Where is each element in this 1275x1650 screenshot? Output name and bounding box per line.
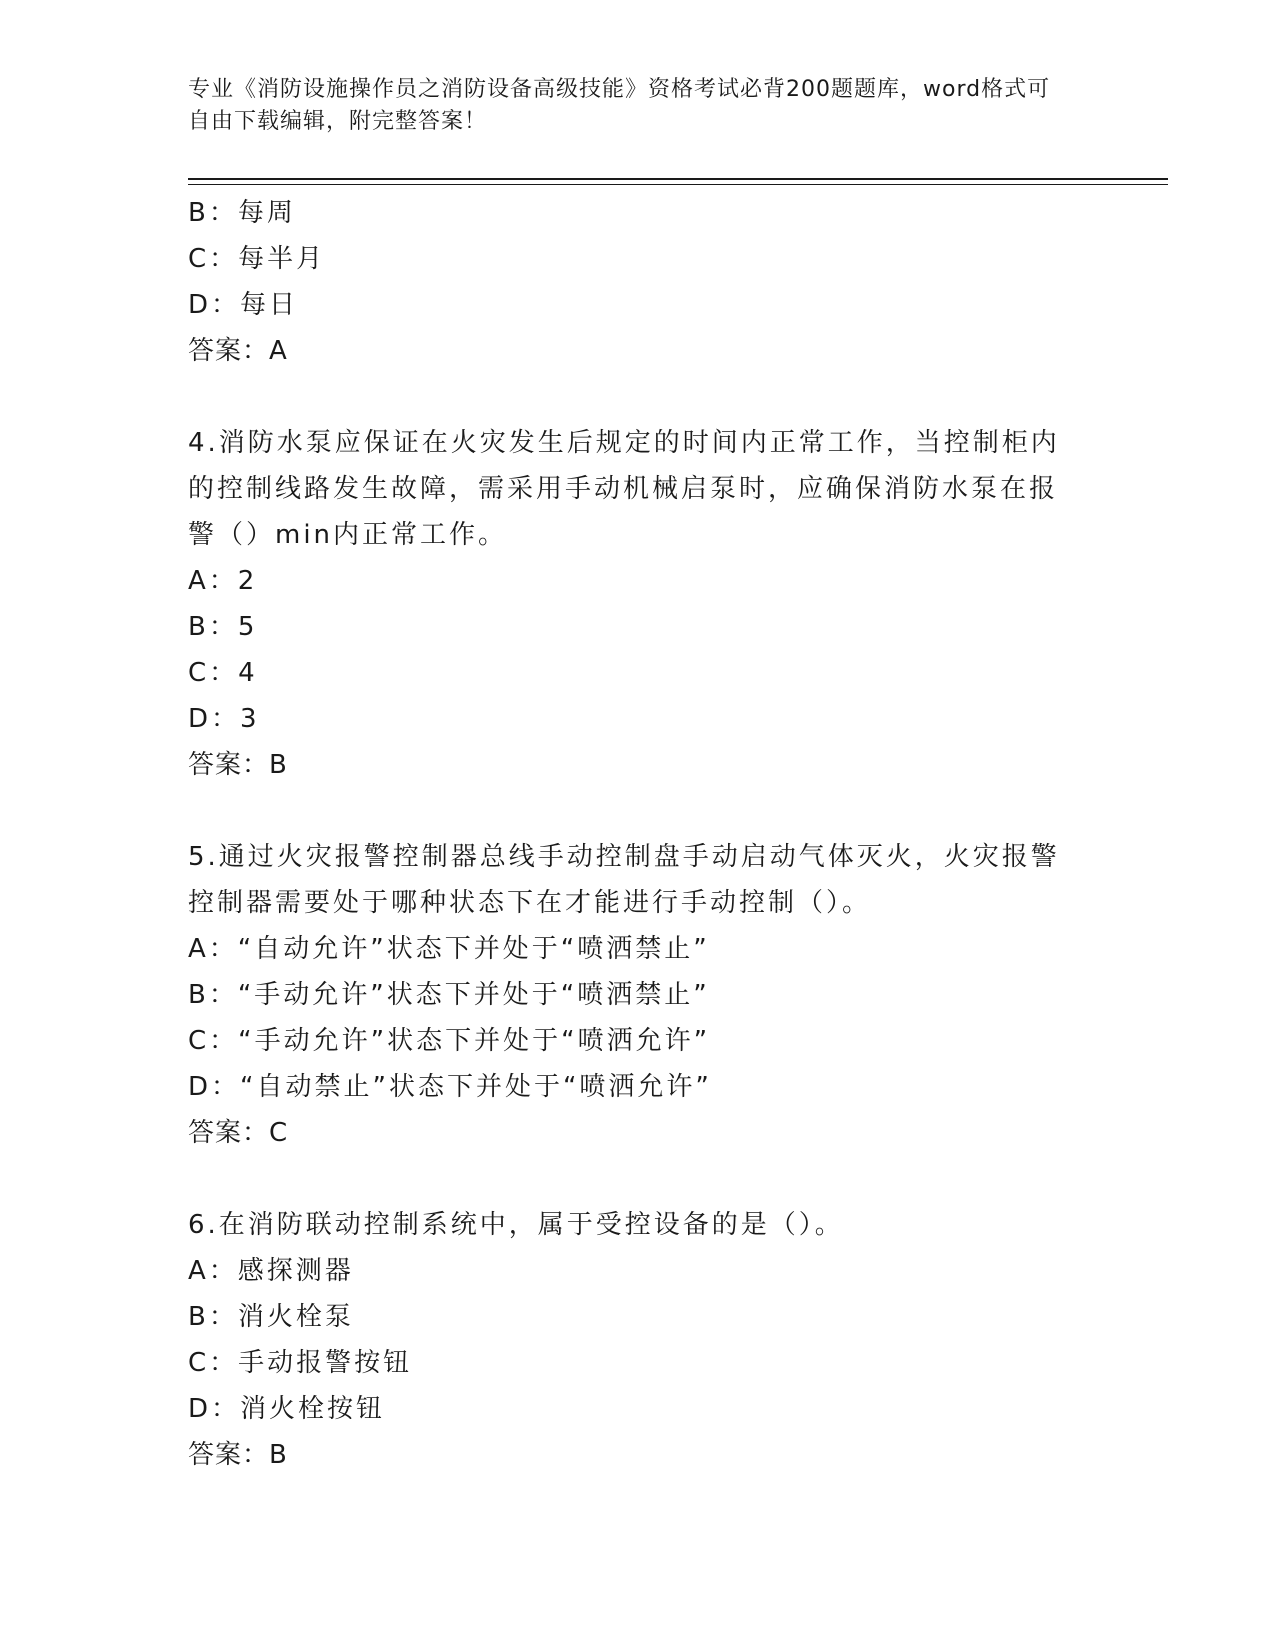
option-c: C：4: [188, 658, 258, 688]
header-rule-thick: [188, 178, 1168, 180]
question-stem: 4.消防水泵应保证在火灾发生后规定的时间内正常工作，当控制柜内的控制线路发生故障，需采用手动机械启泵时，应确保消防水泵在报警（）min内正常工作。: [188, 428, 1060, 550]
option-c: C：每半月: [188, 244, 326, 274]
option-b: B：每周: [188, 198, 296, 228]
question-3-tail: [188, 190, 1088, 374]
answer: 答案：A: [188, 336, 288, 366]
question-stem: 6.在消防联动控制系统中，属于受控设备的是（）。: [188, 1210, 844, 1240]
option-b: B：5: [188, 612, 258, 642]
answer: 答案：B: [188, 1440, 288, 1470]
document-header: 专业《消防设施操作员之消防设备高级技能》资格考试必背200题题库，word格式可自由下载编辑，附完整答案！: [188, 77, 1051, 134]
option-d: D：“自动禁止”状态下并处于“喷洒允许”: [188, 1072, 712, 1102]
question-6: [188, 1202, 1088, 1478]
option-b: B：“手动允许”状态下并处于“喷洒禁止”: [188, 980, 710, 1010]
option-a: A：2: [188, 566, 258, 596]
option-c: C：“手动允许”状态下并处于“喷洒允许”: [188, 1026, 711, 1056]
header-rule-thin: [188, 184, 1168, 185]
option-c: C：手动报警按钮: [188, 1348, 413, 1378]
answer: 答案：C: [188, 1118, 289, 1148]
question-5: [188, 834, 1088, 1156]
option-d: D：每日: [188, 290, 299, 320]
option-a: A：感探测器: [188, 1256, 354, 1286]
option-a: A：“自动允许”状态下并处于“喷洒禁止”: [188, 934, 710, 964]
question-4: [188, 420, 1088, 788]
option-d: D：3: [188, 704, 260, 734]
option-d: D：消火栓按钮: [188, 1394, 386, 1424]
question-content: [188, 190, 1088, 1478]
option-b: B：消火栓泵: [188, 1302, 354, 1332]
answer: 答案：B: [188, 750, 288, 780]
question-stem: 5.通过火灾报警控制器总线手动控制盘手动启动气体灭火，火灾报警控制器需要处于哪种状态下在才能进行手动控制（）。: [188, 842, 1060, 918]
